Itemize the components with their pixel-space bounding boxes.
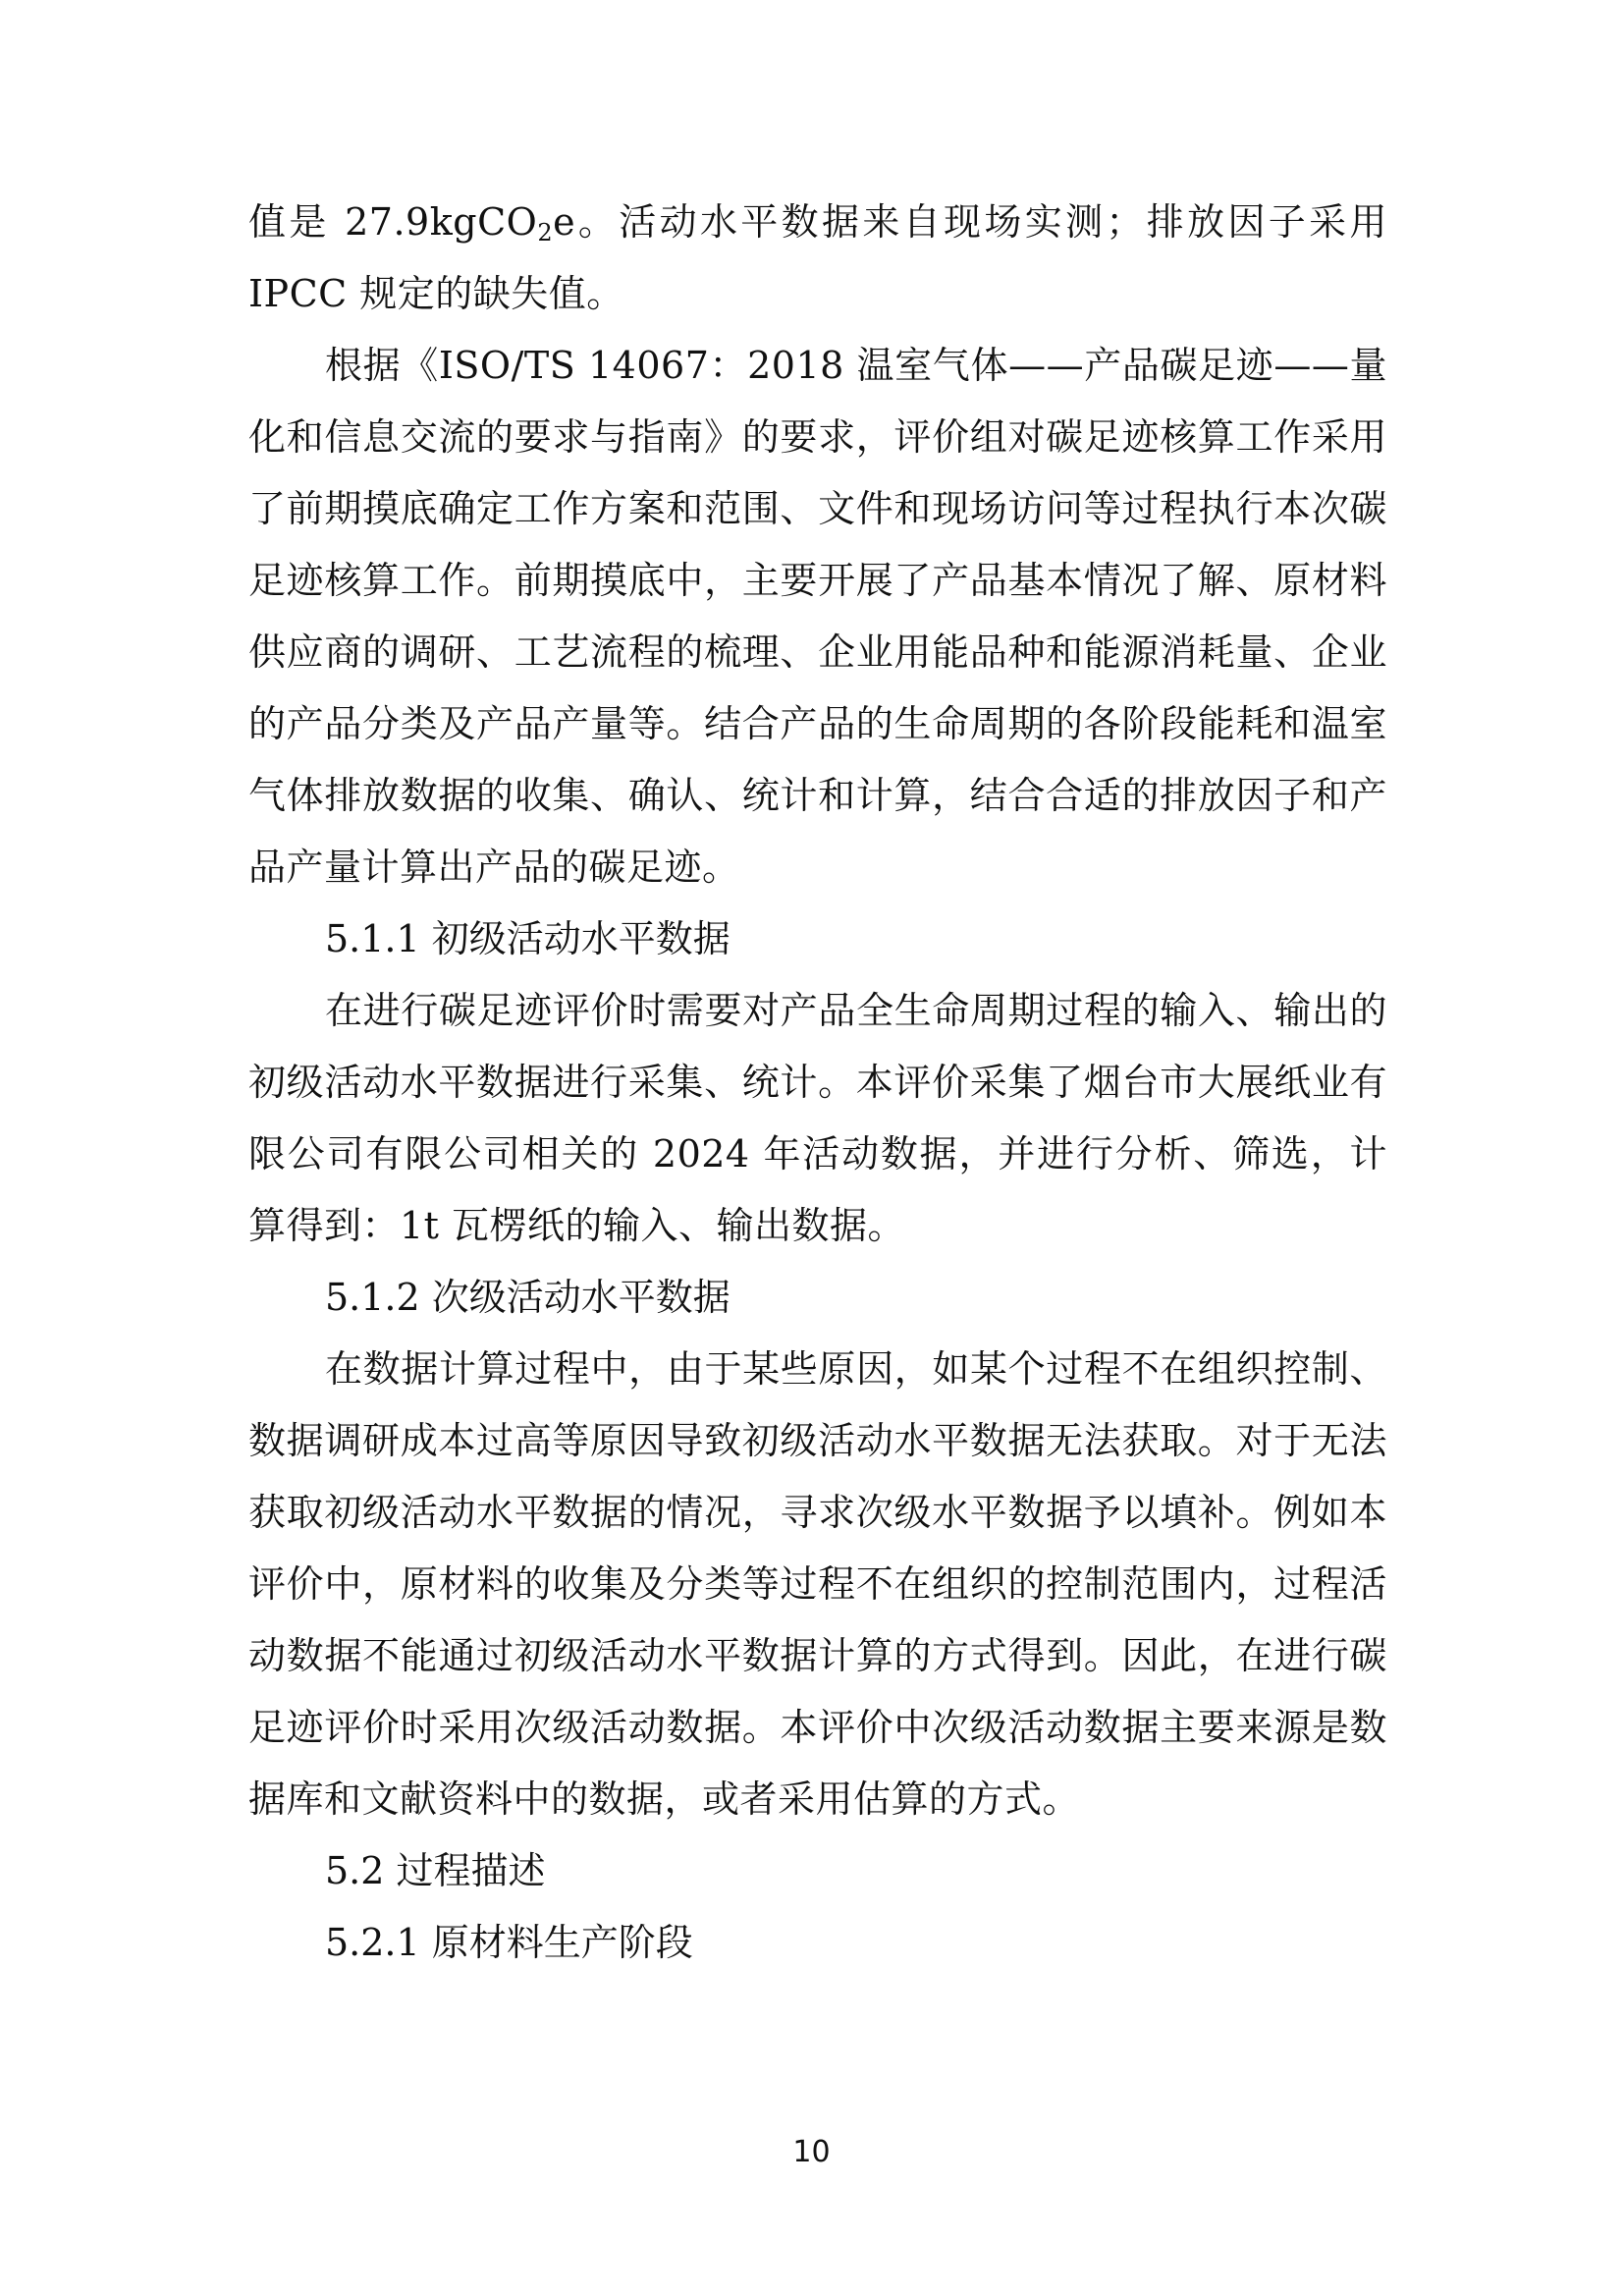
paragraph-emission-value [248, 187, 1387, 330]
paragraph-methodology: 根据《ISO/TS 14067：2018 温室气体——产品碳足迹——量化和信息交流的要求与指南》的要求，评价组对碳足迹核算工作采用了前期摸底确定工作方案和范围、文件和现场访问等过程执行本次碳足迹核算工作。前期摸底中，主要开展了产品基本情况了解、原材料供应商的调研、工艺流程的梳理、企业用能品种和能源消耗量、企业的产品分类及产品产量等。结合产品的生命周期的各阶段能耗和温室气体排放数据的收集、确认、统计和计算，结合合适的排放因子和产品产量计算出产品的碳足迹。 [248, 344, 1387, 889]
page-number: 10 [792, 2135, 831, 2169]
paragraph-emission-value-text-cont: e。活动水平数据来自现场实测；排放因子采用 IPCC 规定的缺失值。 [248, 200, 1387, 315]
heading-primary-activity-data: 5.1.1 初级活动水平数据 [325, 917, 730, 960]
co2-subscript: 2 [537, 219, 554, 246]
heading-raw-material-stage: 5.2.1 原材料生产阶段 [325, 1921, 693, 1964]
paragraph-emission-value-text: 值是 27.9kgCO [248, 200, 538, 244]
heading-process-description: 5.2 过程描述 [325, 1849, 546, 1892]
paragraph-secondary-activity-data: 在数据计算过程中，由于某些原因，如某个过程不在组织控制、数据调研成本过高等原因导致初级活动水平数据无法获取。对于无法获取初级活动水平数据的情况，寻求次级水平数据予以填补。例如本评价中，原材料的收集及分类等过程不在组织的控制范围内，过程活动数据不能通过初级活动水平数据计算的方式得到。因此，在进行碳足迹评价时采用次级活动数据。本评价中次级活动数据主要来源是数据库和文献资料中的数据，或者采用估算的方式。 [248, 1347, 1387, 1821]
heading-secondary-activity-data: 5.1.2 次级活动水平数据 [325, 1276, 730, 1319]
paragraph-primary-activity-data: 在进行碳足迹评价时需要对产品全生命周期过程的输入、输出的初级活动水平数据进行采集、统计。本评价采集了烟台市大展纸业有限公司有限公司相关的 2024 年活动数据，并进行分析、筛选，计算得到：1t 瓦楞纸的输入、输出数据。 [248, 989, 1387, 1247]
document-body [248, 187, 1387, 1979]
